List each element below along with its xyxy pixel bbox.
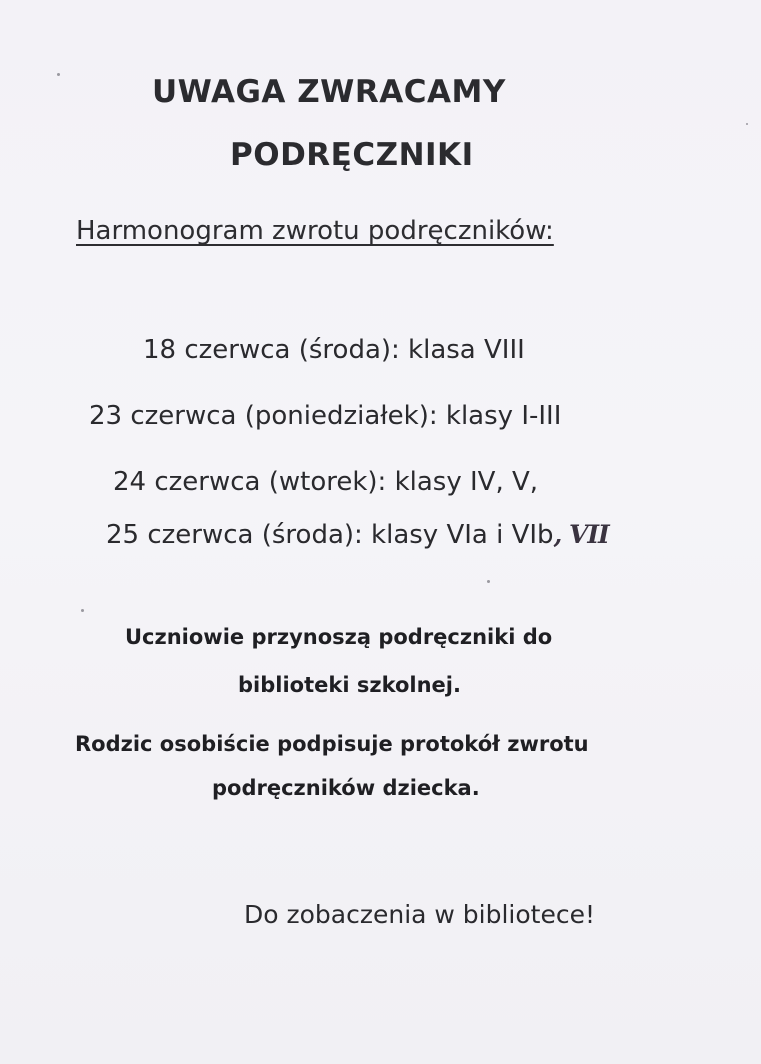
schedule-item: 18 czerwca (środa): klasa VIII <box>143 335 525 365</box>
title-line-2: PODRĘCZNIKI <box>230 137 474 173</box>
instruction-line: biblioteki szkolnej. <box>238 673 461 697</box>
paper-speck <box>81 609 84 612</box>
instruction-line: podręczników dziecka. <box>212 776 480 800</box>
paper-speck <box>746 123 748 125</box>
schedule-heading: Harmonogram zwrotu podręczników: <box>76 216 554 246</box>
title-line-1: UWAGA ZWRACAMY <box>152 74 506 110</box>
paper-speck <box>487 580 490 583</box>
schedule-item: 23 czerwca (poniedziałek): klasy I-III <box>89 401 562 431</box>
schedule-item: 24 czerwca (wtorek): klasy IV, V, <box>113 467 539 497</box>
schedule-item <box>106 520 609 550</box>
instruction-line: Rodzic osobiście podpisuje protokół zwrotu <box>75 732 589 756</box>
handwritten-addition: , VII <box>553 520 609 549</box>
paper-speck <box>57 73 60 76</box>
schedule-item-text: 25 czerwca (środa): klasy VIa i VIb <box>106 520 554 550</box>
closing-line: Do zobaczenia w bibliotece! <box>244 900 596 929</box>
instruction-line: Uczniowie przynoszą podręczniki do <box>125 625 553 649</box>
